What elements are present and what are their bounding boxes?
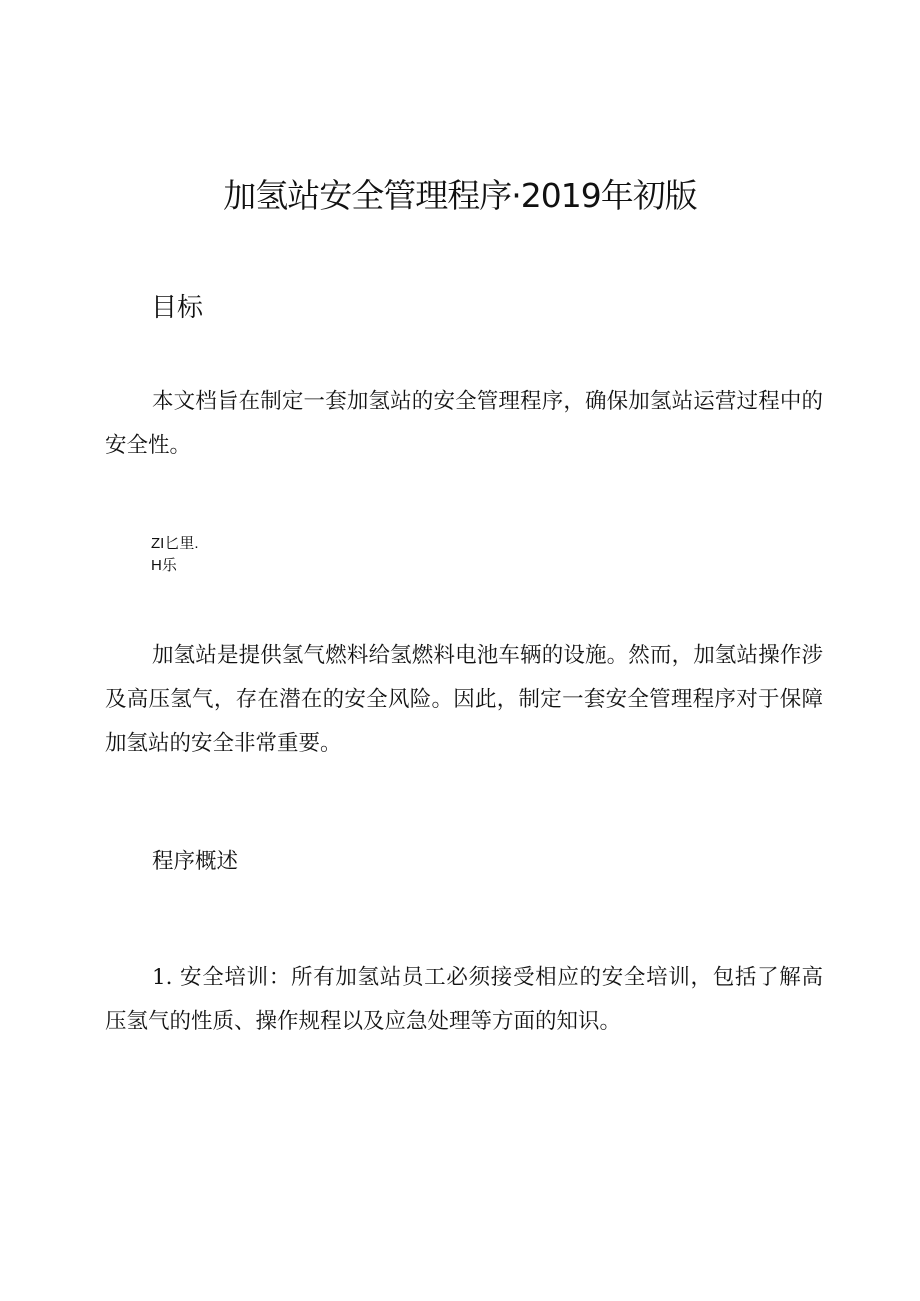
- garbled-text-line: H乐: [151, 557, 177, 574]
- section-heading-overview: 程序概述: [152, 849, 239, 874]
- background-paragraph: 加氢站是提供氢气燃料给氢燃料电池车辆的设施。然而，加氢站操作涉及高压氢气，存在潜在的安全风险。因此，制定一套安全管理程序对于保障加氢站的安全非常重要。: [105, 643, 823, 756]
- section-heading-goal: 目标: [151, 293, 204, 323]
- garbled-text-line: ZI匕里.: [151, 535, 199, 552]
- garbled-text-block: [151, 533, 199, 577]
- goal-paragraph: 本文档旨在制定一套加氢站的安全管理程序，确保加氢站运营过程中的安全性。: [105, 389, 823, 458]
- document-title: 加氢站安全管理程序·2019年初版: [223, 176, 697, 215]
- overview-list-item: 1. 安全培训：所有加氢站员工必须接受相应的安全培训，包括了解高压氢气的性质、操作规程以及应急处理等方面的知识。: [105, 965, 823, 1034]
